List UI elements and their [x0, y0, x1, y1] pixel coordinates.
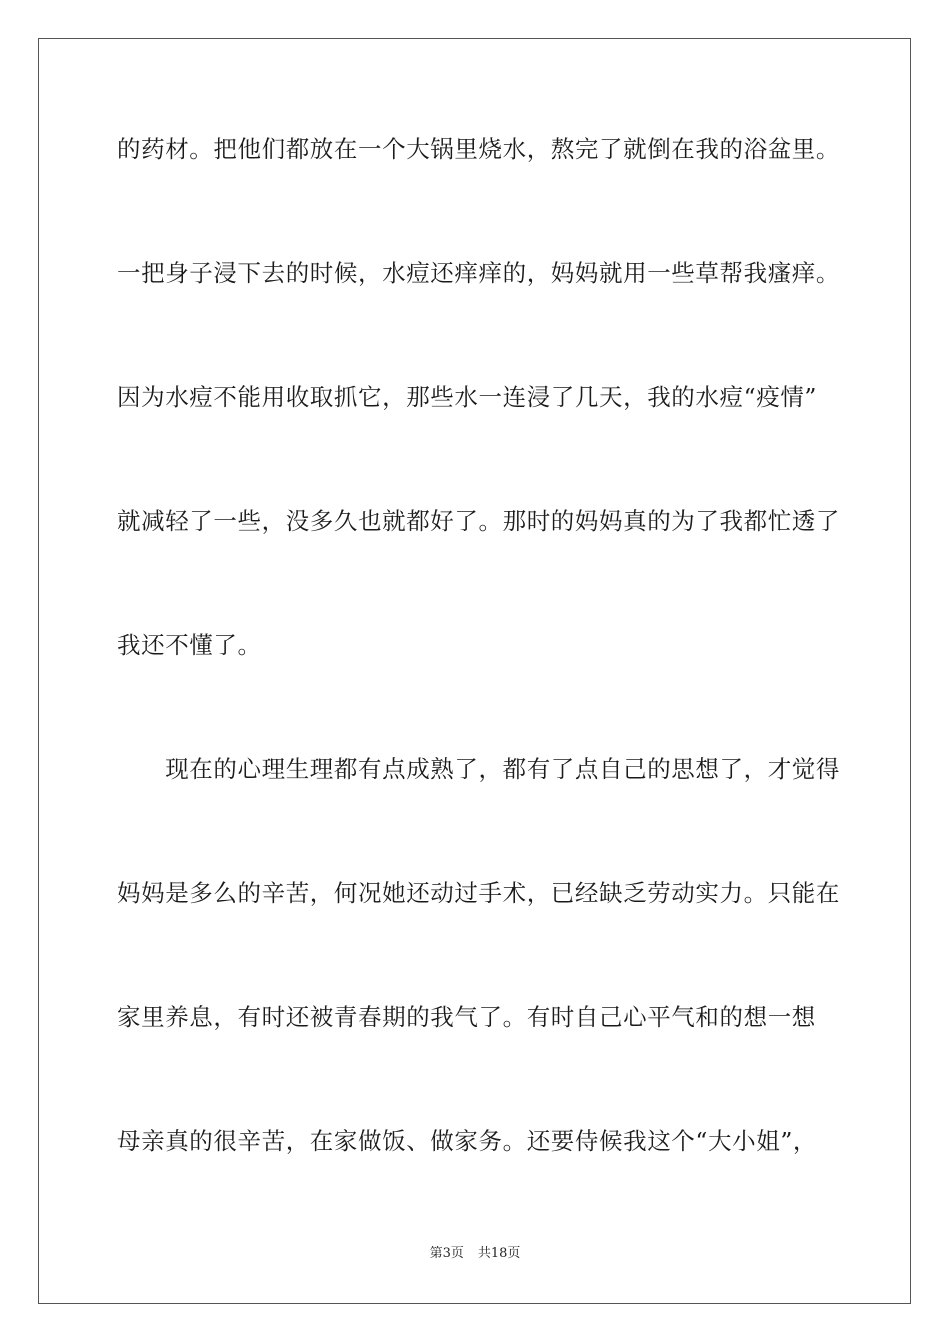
body-text-line: 家里养息，有时还被青春期的我气了。有时自己心平气和的想一想 [117, 1003, 816, 1031]
body-text-line: 就减轻了一些，没多久也就都好了。那时的妈妈真的为了我都忙透了 [117, 507, 840, 535]
page-border [38, 38, 911, 1304]
body-text-line: 一把身子浸下去的时候，水痘还痒痒的，妈妈就用一些草帮我瘙痒。 [117, 259, 840, 287]
page-number: 第3页 [429, 1246, 464, 1261]
body-text-line: 我还不懂了。 [117, 631, 262, 659]
body-text-line: 因为水痘不能用收取抓它，那些水一连浸了几天，我的水痘“疫情” [117, 383, 818, 411]
body-text-line: 母亲真的很辛苦，在家做饭、做家务。还要侍候我这个“大小姐”， [117, 1127, 818, 1155]
total-pages: 共18页 [477, 1246, 521, 1261]
body-text-line: 现在的心理生理都有点成熟了，都有了点自己的思想了，才觉得 [117, 755, 840, 783]
body-text-line: 妈妈是多么的辛苦，何况她还动过手术，已经缺乏劳动实力。只能在 [117, 879, 840, 907]
body-text-line: 的药材。把他们都放在一个大锅里烧水，熬完了就倒在我的浴盆里。 [117, 135, 840, 163]
page-footer [0, 1245, 950, 1263]
